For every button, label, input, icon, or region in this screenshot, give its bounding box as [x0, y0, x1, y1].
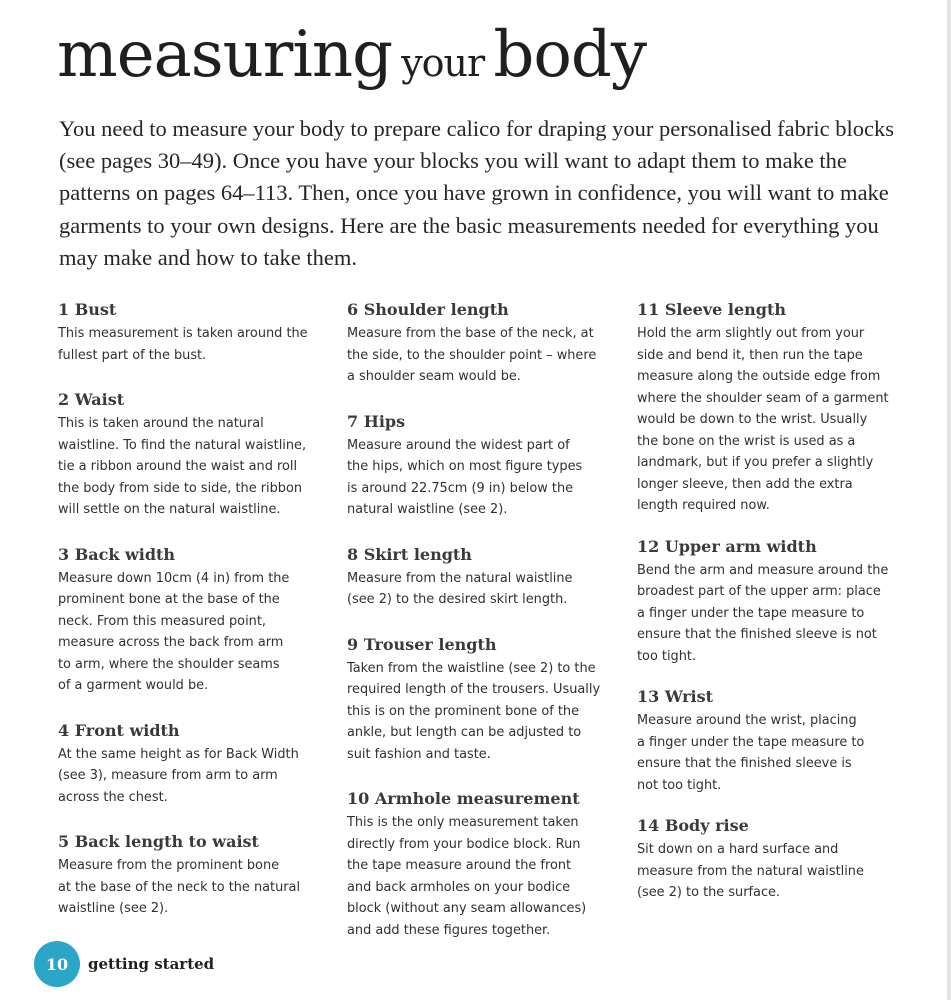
section-body: Measure from the base of the neck, at the side, to the shoulder point – where a shoulder seam would be. [347, 326, 597, 384]
column-2 [347, 300, 617, 965]
section-body: This is the only measurement taken directly from your bodice block. Run the tape measure around the front and back armholes on your bodice block (without any seam allowances) and add these figures together. [347, 815, 587, 938]
title-body: body [493, 18, 646, 92]
section-heading: 8 Skirt length [347, 544, 472, 564]
title-measuring: measuring [57, 18, 393, 92]
section-body: Measure from the prominent bone at the base of the neck to the natural waistline (see 2). [58, 858, 301, 916]
section-body: This measurement is taken around the fullest part of the bust. [58, 326, 308, 363]
section-bust [58, 300, 328, 366]
section-heading: 2 Waist [58, 390, 125, 409]
section-body: This is taken around the natural waistline. To find the natural waistline, tie a ribbon around the waist and roll the body from side to side, the ribbon will settle on the natural waistline. [58, 416, 307, 517]
section-heading: 10 Armhole measurement [347, 789, 580, 808]
column-3 [637, 300, 917, 924]
section-trouser-length [347, 635, 617, 766]
section-body: Measure from the natural waistline (see 2) to the desired skirt length. [347, 570, 573, 607]
section-heading: 5 Back length to waist [58, 832, 259, 851]
section-upper-arm-width [637, 537, 917, 668]
section-heading: 9 Trouser length [347, 634, 497, 654]
section-heading: 7 Hips [347, 411, 406, 431]
title-your: your [401, 41, 485, 85]
section-body: Bend the arm and measure around the broadest part of the upper arm: place a finger under the tape measure to ensure that the finished sleeve is not too tight. [637, 562, 889, 664]
section-body: Measure around the widest part of the hips, which on most figure types is around 22.75cm (9 in) below the natural waistline (see 2). [347, 437, 583, 517]
section-back-length [58, 832, 328, 920]
section-armhole [347, 789, 617, 941]
section-body: Sit down on a hard surface and measure from the natural waistline (see 2) to the surface. [637, 842, 864, 900]
section-body: Hold the arm slightly out from your side and bend it, then run the tape measure along the outside edge from where the shoulder seam of a garment would be down to the wrist. Usually the bone on the wrist is used as a landmark, but if you prefer a slightly longer sleeve, then add the extra length required now. [637, 326, 889, 513]
section-shoulder-length [347, 300, 617, 388]
page-title [57, 18, 646, 92]
section-body-rise [637, 816, 917, 904]
section-heading: 14 Body rise [637, 816, 749, 835]
section-body: Measure around the wrist, placing a finger under the tape measure to ensure that the finished sleeve is not too tight. [637, 713, 865, 793]
section-heading: 4 Front width [58, 720, 180, 740]
section-body: Taken from the waistline (see 2) to the required length of the trousers. Usually this is on the prominent bone of the ankle, but length can be adjusted to suit fashion and taste. [347, 660, 601, 762]
section-hips [347, 412, 617, 521]
section-heading: 13 Wrist [637, 687, 713, 706]
section-body: Measure down 10cm (4 in) from the prominent bone at the base of the neck. From this measured point, measure across the back from arm to arm, where the shoulder seams of a garment would be. [58, 570, 290, 693]
page-edge-divider [947, 0, 951, 1000]
section-heading: 12 Upper arm width [637, 536, 817, 556]
section-wrist [637, 687, 917, 796]
section-front-width [58, 721, 328, 809]
column-1 [58, 300, 328, 944]
section-body: At the same height as for Back Width (see 3), measure from arm to arm across the chest. [58, 746, 299, 805]
intro-paragraph: You need to measure your body to prepare calico for draping your personalised fabric blocks (see pages 30–49). Once you have your blocks you will want to adapt them to make the patterns on pages 64–113. Then, once you have grown in confidence, you will want to make garments to your own designs. Here are the basic measurements needed for everything you may make and how to take them. [59, 116, 894, 270]
section-heading: 6 Shoulder length [347, 300, 509, 319]
section-back-width [58, 545, 328, 697]
section-sleeve-length [637, 300, 917, 517]
section-heading: 11 Sleeve length [637, 300, 786, 319]
section-heading: 1 Bust [58, 300, 117, 319]
section-skirt-length [347, 545, 617, 611]
chapter-name: getting started [88, 955, 215, 973]
section-heading: 3 Back width [58, 544, 176, 564]
section-waist [58, 390, 328, 521]
page-number-badge: 10 [34, 941, 80, 987]
